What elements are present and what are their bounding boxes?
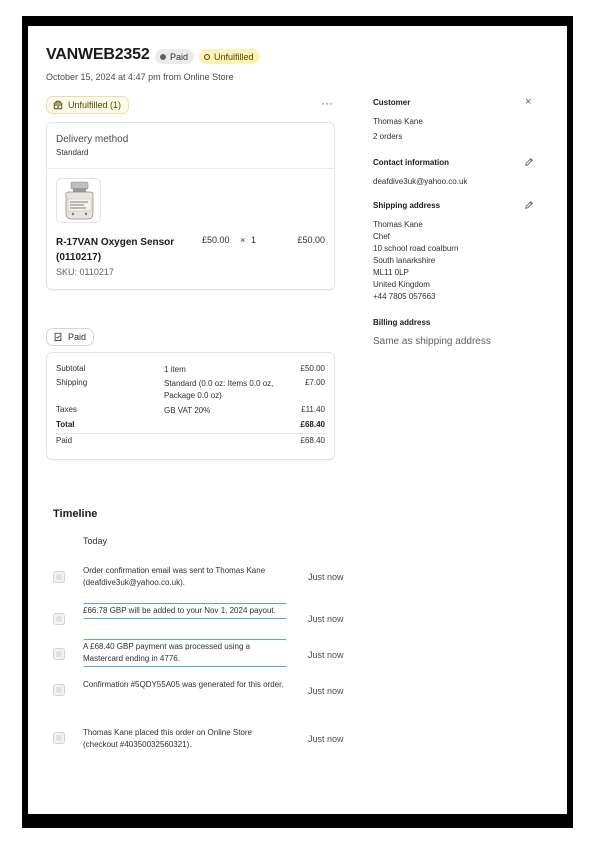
product-line-total: £50.00 bbox=[297, 235, 325, 245]
divider bbox=[47, 168, 334, 169]
paid-pill-label: Paid bbox=[68, 332, 87, 342]
package-icon bbox=[53, 100, 63, 110]
timeline-event-text[interactable]: A £68.40 GBP payment was processed using a Mastercard ending in 4776. bbox=[83, 639, 287, 667]
payment-row-detail: 1 item bbox=[164, 365, 186, 374]
product-unit-price: £50.00 bbox=[202, 235, 230, 245]
fulfillment-status-label: Unfulfilled bbox=[214, 51, 254, 62]
timeline-event-icon bbox=[53, 648, 65, 660]
timeline-event-icon bbox=[53, 613, 65, 625]
more-actions-button[interactable]: ··· bbox=[321, 96, 333, 110]
timeline-event-text: Thomas Kane placed this order on Online Store (checkout #40350032560321). bbox=[83, 728, 252, 749]
timeline-event-icon bbox=[53, 684, 65, 696]
payment-row-label: Total bbox=[56, 420, 75, 429]
timeline-event-text: Confirmation #5QDY55A05 was generated for this order. bbox=[83, 680, 284, 689]
address-line: +44 7805 057663 bbox=[373, 292, 436, 301]
billing-heading: Billing address bbox=[373, 318, 431, 327]
fulfillment-status-badge bbox=[199, 49, 260, 64]
product-name[interactable]: R-17VAN Oxygen Sensor (0110217) bbox=[56, 237, 175, 263]
divider bbox=[56, 433, 325, 434]
payment-row-detail: GB VAT 20% bbox=[164, 406, 211, 415]
pencil-icon[interactable] bbox=[524, 200, 534, 210]
customer-name[interactable]: Thomas Kane bbox=[373, 117, 423, 126]
delivery-method-title: Delivery method bbox=[56, 134, 129, 145]
product-thumbnail[interactable] bbox=[56, 178, 101, 223]
address-line: South lanarkshire bbox=[373, 256, 436, 265]
timeline-event-time: Just now bbox=[308, 734, 344, 744]
status-dot-icon bbox=[160, 54, 166, 60]
order-page bbox=[28, 26, 567, 814]
payment-row-label: Paid bbox=[56, 436, 73, 445]
payment-row-amount: £11.40 bbox=[301, 405, 325, 414]
shipping-address bbox=[373, 219, 458, 303]
payment-row-amount: £50.00 bbox=[300, 364, 325, 373]
address-line: Thomas Kane bbox=[373, 220, 423, 229]
payment-status-badge bbox=[155, 49, 194, 64]
timeline-event-icon bbox=[53, 732, 65, 744]
order-id: VANWEB2352 bbox=[46, 46, 150, 63]
payment-status-label: Paid bbox=[170, 51, 189, 62]
payment-card bbox=[46, 352, 335, 460]
address-line: 10 school road coalburn bbox=[373, 244, 459, 253]
order-meta: October 15, 2024 at 4:47 pm from Online Store bbox=[46, 72, 234, 82]
timeline-event-icon bbox=[53, 571, 65, 583]
payment-row-amount: £68.40 bbox=[300, 436, 325, 445]
product-quantity: 1 bbox=[251, 235, 257, 245]
customer-heading: Customer bbox=[373, 98, 411, 107]
payment-row-detail: Standard (0.0 oz: Items 0.0 oz, Package 0.0 oz) bbox=[164, 379, 274, 400]
payment-row-amount: £68.40 bbox=[300, 420, 325, 429]
receipt-check-icon bbox=[53, 332, 63, 342]
oxygen-sensor-image bbox=[57, 179, 101, 223]
payment-row-amount: £7.00 bbox=[304, 378, 325, 387]
timeline-day-label: Today bbox=[83, 536, 108, 546]
quantity-multiplier: × bbox=[240, 235, 246, 245]
unfulfilled-pill-label: Unfulfilled (1) bbox=[68, 100, 122, 110]
timeline-event-text: Order confirmation email was sent to Thomas Kane (deafdive3uk@yahoo.co.uk). bbox=[83, 566, 266, 587]
address-line: Chef bbox=[373, 232, 390, 241]
timeline-event-time: Just now bbox=[308, 614, 344, 624]
status-ring-icon bbox=[204, 54, 210, 60]
contact-email[interactable]: deafdive3uk@yahoo.co.uk bbox=[373, 177, 468, 186]
pencil-icon[interactable] bbox=[524, 157, 534, 167]
fulfillment-card bbox=[46, 122, 335, 290]
timeline-event-time: Just now bbox=[308, 650, 344, 660]
close-icon[interactable]: × bbox=[525, 96, 532, 108]
address-line: ML11 0LP bbox=[373, 268, 409, 277]
customer-orders-link[interactable]: 2 orders bbox=[373, 132, 403, 141]
contact-heading: Contact information bbox=[373, 158, 449, 167]
timeline-title: Timeline bbox=[53, 508, 98, 520]
product-sku: SKU: 0110217 bbox=[56, 267, 114, 277]
payment-row-label: Shipping bbox=[56, 378, 88, 387]
delivery-method-value: Standard bbox=[56, 148, 89, 157]
timeline-event-text[interactable]: £66.78 GBP will be added to your Nov 1, 2024 payout. bbox=[83, 603, 287, 619]
payment-row-label: Taxes bbox=[56, 405, 77, 414]
shipping-heading: Shipping address bbox=[373, 201, 441, 210]
billing-value: Same as shipping address bbox=[373, 336, 491, 347]
timeline-event-time: Just now bbox=[308, 572, 344, 582]
address-line: United Kingdom bbox=[373, 280, 430, 289]
unfulfilled-pill bbox=[46, 96, 129, 114]
paid-pill bbox=[46, 328, 94, 346]
payment-row-label: Subtotal bbox=[56, 364, 86, 373]
timeline-event-time: Just now bbox=[308, 686, 344, 696]
